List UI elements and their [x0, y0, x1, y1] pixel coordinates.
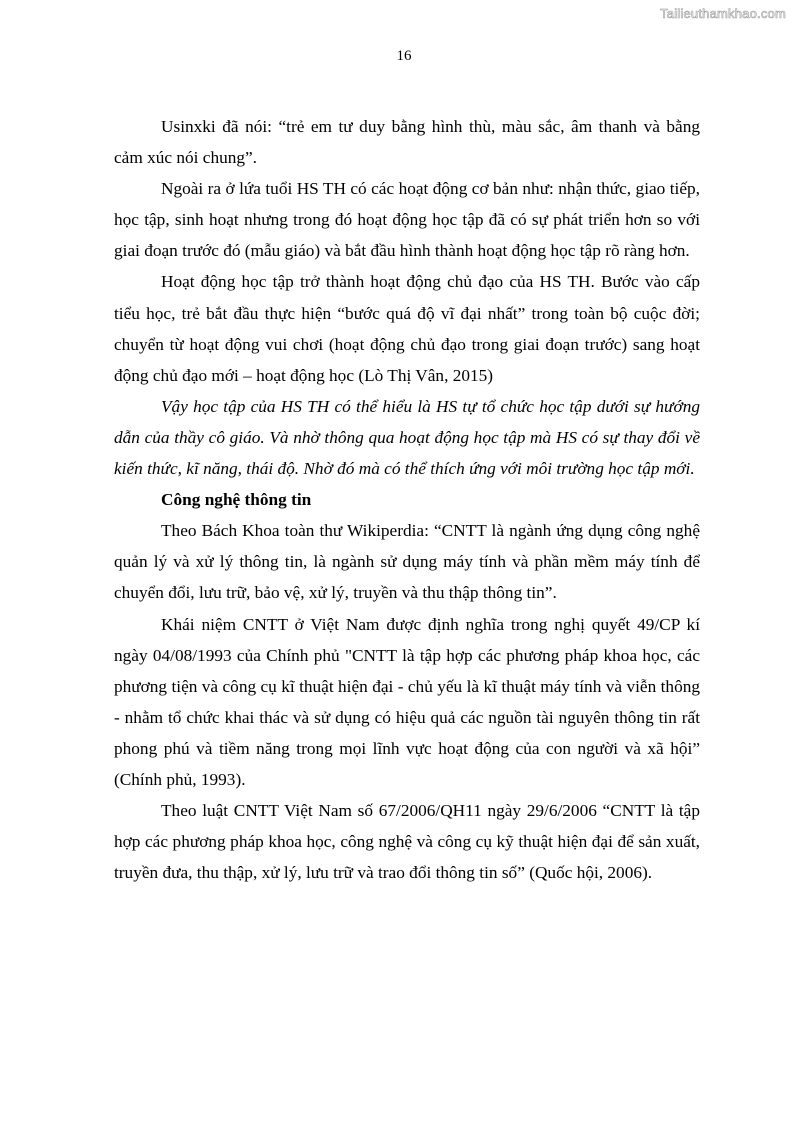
page-number: 16 — [396, 48, 412, 64]
watermark: Tailieuthamkhao.com — [660, 6, 786, 21]
paragraph-italic-summary: Vậy học tập của HS TH có thể hiểu là HS tự tổ chức học tập dưới sự hướng dẫn của thầy cô giáo. Và nhờ thông qua hoạt động học tập mà HS có sự thay đổi về kiến thức, kĩ năng, thái độ. Nhờ đó mà có thể thích ứng với môi trường học tập mới. — [114, 396, 700, 479]
document-body — [114, 111, 700, 888]
paragraph: Hoạt động học tập trở thành hoạt động chủ đạo của HS TH. Bước vào cấp tiểu học, trẻ bắt đầu thực hiện “bước quá độ vĩ đại nhất” trong toàn bộ cuộc đời; chuyển từ hoạt động vui chơi (hoạt động chủ đạo trong giai đoạn trước) sang hoạt động chủ đạo mới – hoạt động học (Lò Thị Vân, 2015) — [114, 272, 700, 385]
paragraph: Ngoài ra ở lứa tuổi HS TH có các hoạt động cơ bản như: nhận thức, giao tiếp, học tập, sinh hoạt nhưng trong đó hoạt động học tập đã có sự phát triển hơn so với giai đoạn trước đó (mẫu giáo) và bắt đầu hình thành hoạt động học tập rõ ràng hơn. — [114, 179, 700, 261]
paragraph: Theo Bách Khoa toàn thư Wikiperdia: “CNTT là ngành ứng dụng công nghệ quản lý và xử lý thông tin, là ngành sử dụng máy tính và phần mềm máy tính để chuyển đổi, lưu trữ, bảo vệ, xử lý, truyền và thu thập thông tin”. — [114, 521, 700, 603]
paragraph: Khái niệm CNTT ở Việt Nam được định nghĩa trong nghị quyết 49/CP kí ngày 04/08/1993 của Chính phủ "CNTT là tập hợp các phương pháp khoa học, các phương tiện và công cụ kĩ thuật hiện đại - chủ yếu là kĩ thuật máy tính và viễn thông - nhằm tổ chức khai thác và sử dụng có hiệu quả các nguồn tài nguyên thông tin rất phong phú và tiềm năng trong mọi lĩnh vực hoạt động của con người và xã hội” (Chính phủ, 1993). — [114, 614, 700, 789]
paragraph: Theo luật CNTT Việt Nam số 67/2006/QH11 ngày 29/6/2006 “CNTT là tập hợp các phương pháp khoa học, công nghệ và công cụ kỹ thuật hiện đại để sản xuất, truyền đưa, thu thập, xử lý, lưu trữ và trao đổi thông tin số” (Quốc hội, 2006). — [114, 801, 700, 883]
paragraph: Usinxki đã nói: “trẻ em tư duy bằng hình thù, màu sắc, âm thanh và bằng cảm xúc nói chung”. — [114, 117, 700, 168]
section-heading: Công nghệ thông tin — [161, 490, 312, 510]
